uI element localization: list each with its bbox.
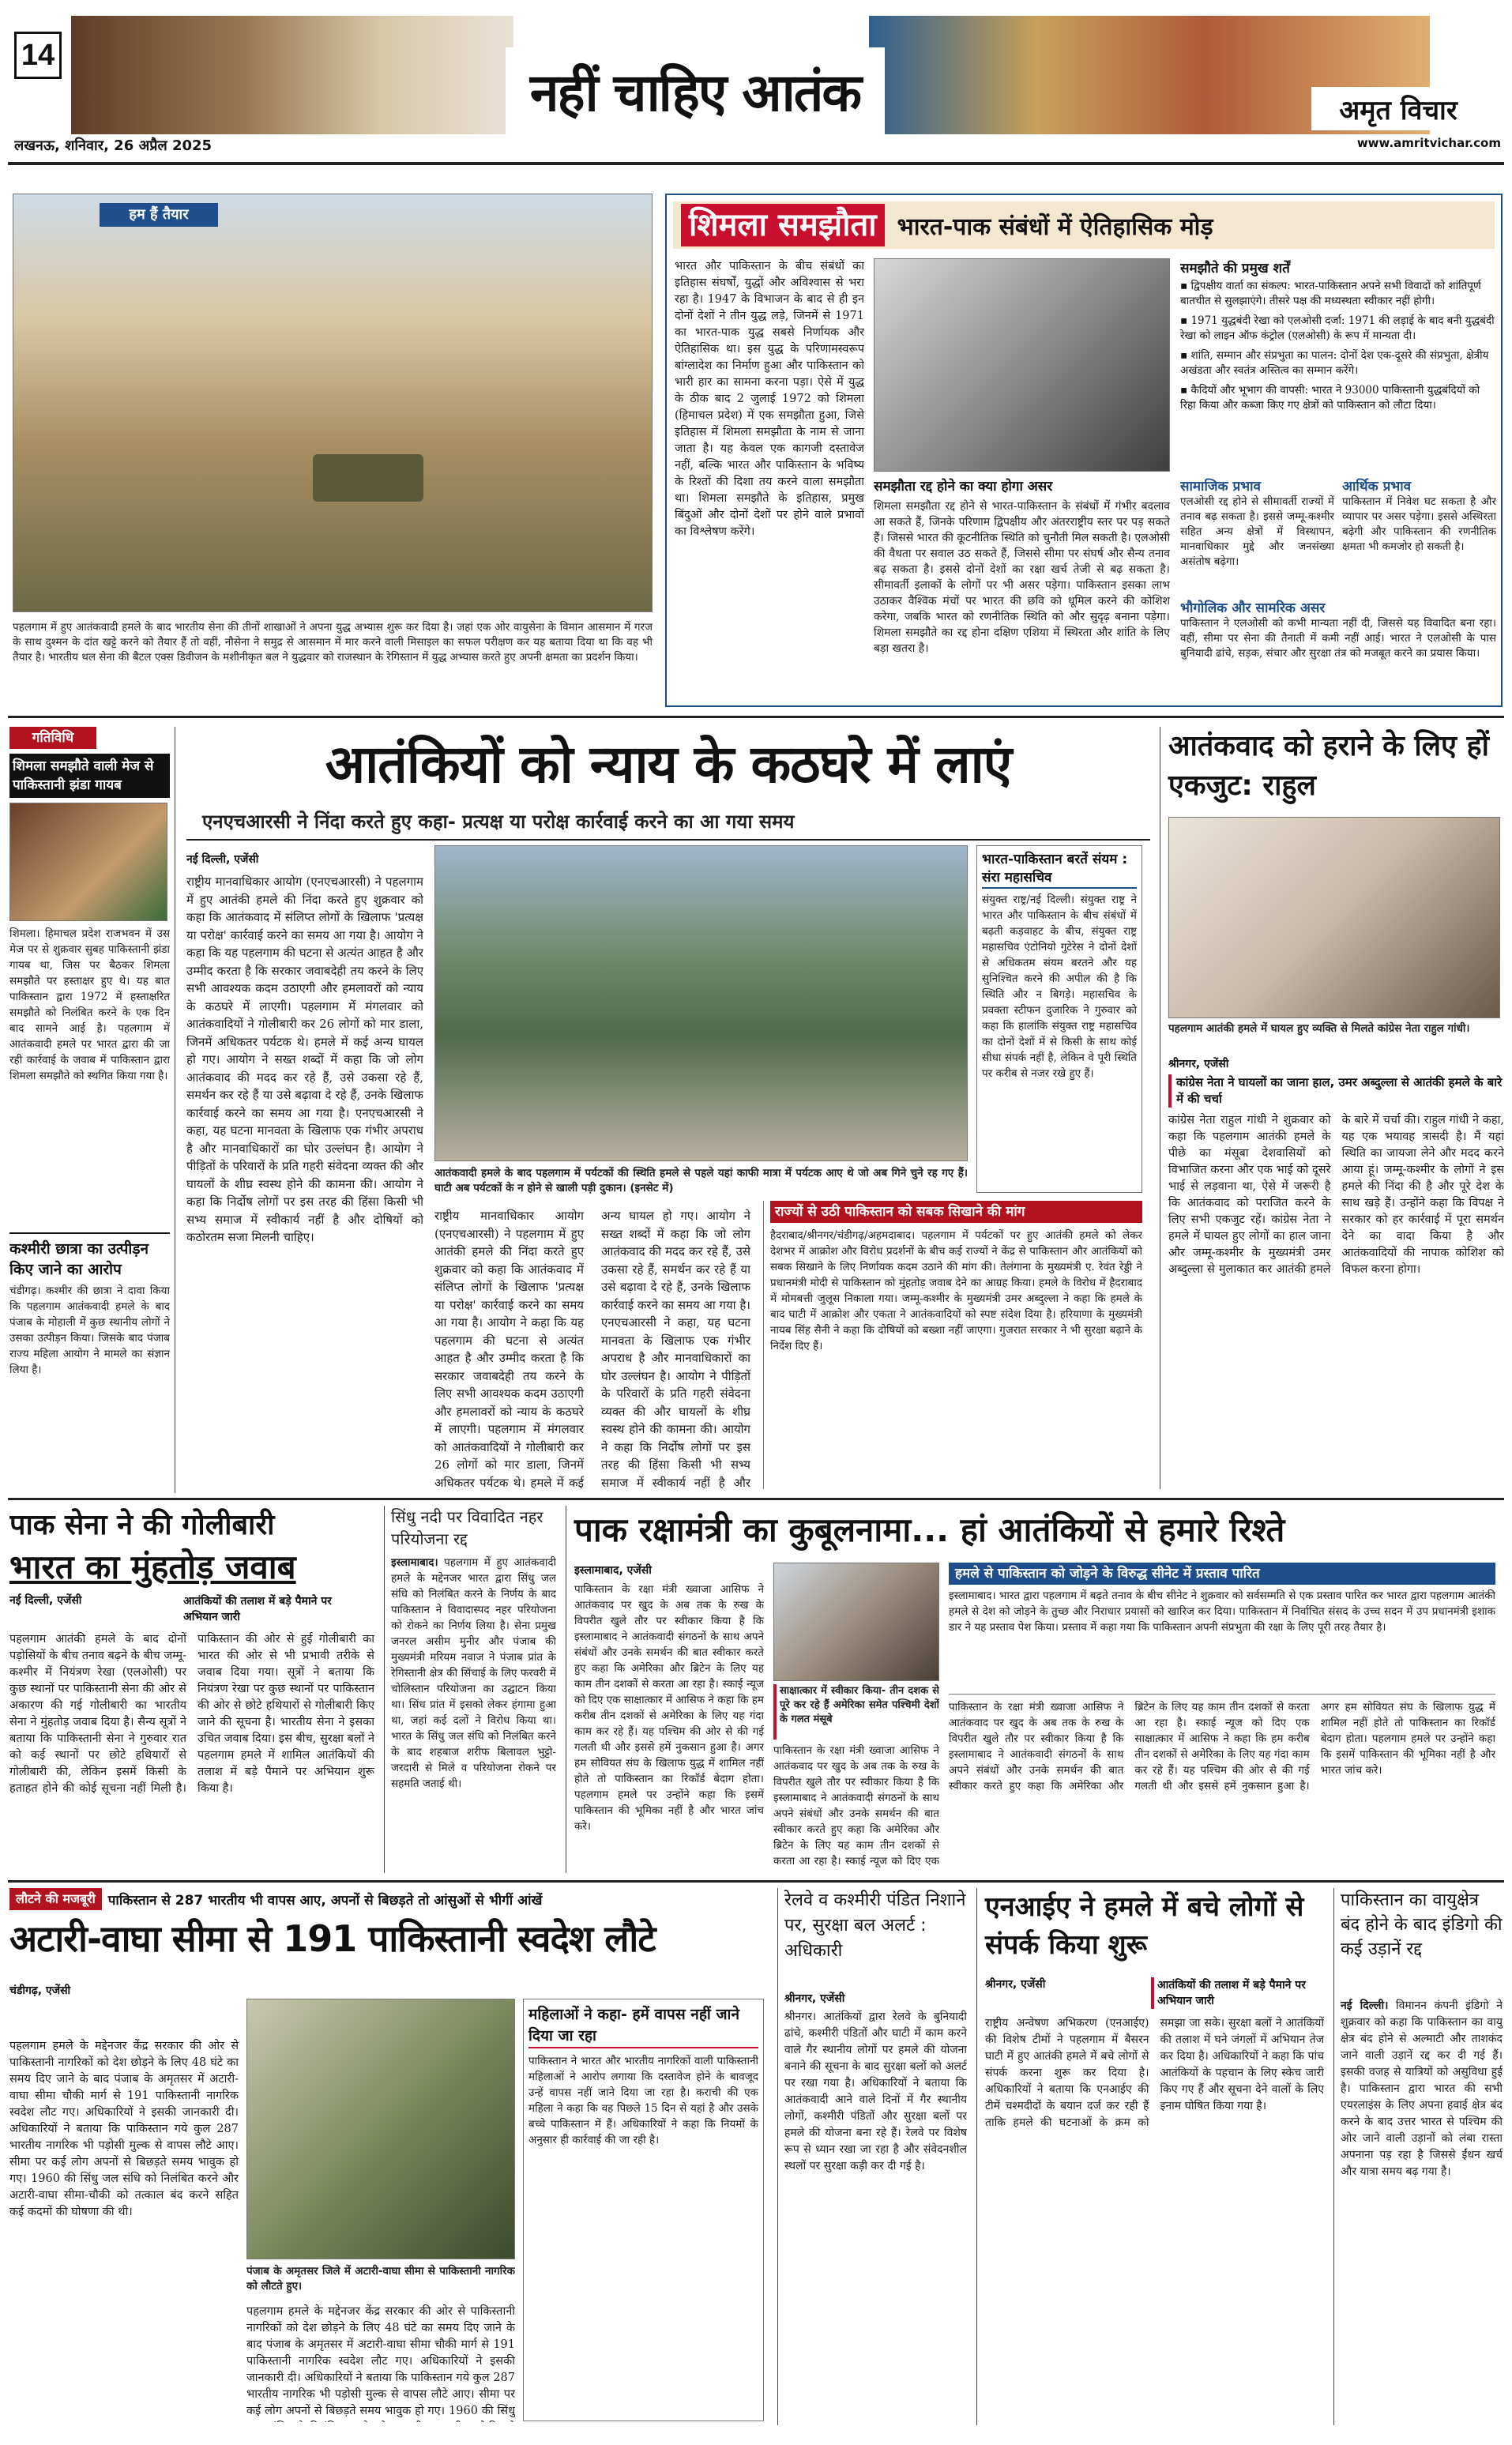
simla-box [665,194,1503,707]
firing-headline1: पाक सेना ने की गोलीबारी [9,1509,275,1541]
defence-story [566,1506,1503,1873]
simla-term: ▪ कैदियों और भूभाग की वापसी: भारत ने 93000 पाकिस्तानी युद्धबंदियों को रिहा किया और कब्जा किए गए क्षेत्रों को पाकिस्तान को लौटा दिया। [1180,384,1480,412]
defence-dateline: इस्लामाबाद, एजेंसी [574,1564,652,1577]
gatividhi-head2: कश्मीरी छात्रा का उत्पीड़न किए जाने का आरोप [9,1232,170,1280]
pandits-dateline: श्रीनगर, एजेंसी [784,1992,845,2005]
simla-terms-list [1180,279,1496,413]
lead-photo-caption: आतंकवादी हमले के बाद पहलगाम में पर्यटकों की स्थिति हमले से पहले यहां काफी मात्रा में पर्यटक आए थे जो अब गिने चुने रह गए हैं। घाटी अब पर्यटकों के न होने से खाली पड़ी दुकान। (इनसेट में) [434,1167,968,1194]
simla-term: ▪ शांति, सम्मान और संप्रभुता का पालन: दोनों देश एक-दूसरे की संप्रभुता, क्षेत्रीय अखंडता और स्वतंत्र अस्तित्व का सम्मान करेंगे। [1180,349,1489,377]
website-link[interactable]: www.amritvichar.com [1356,136,1501,150]
rahul-bullet: कांग्रेस नेता ने घायलों का जाना हाल, उमर अब्दुल्ला से आतंकी हमले के बारे में की चर्चा [1168,1074,1504,1108]
page-header [0,0,1512,166]
tank-icon [313,454,423,502]
attari-border-photo [246,1999,515,2259]
sindhu-dateline: इस्लामाबाद। [391,1556,438,1569]
gatividhi-column [9,727,175,1493]
attari-kicker: लौटने की मजबूरी [9,1888,102,1910]
header-photo-left [71,16,513,134]
firing-bullet: आतंकियों की तलाश में बड़े पैमाने पर अभियान जारी [183,1595,332,1623]
pandits-headline: रेलवे व कश्मीरी पंडित निशाने पर, सुरक्षा बल अलर्ट : अधिकारी [784,1890,966,1961]
army-caption: पहलगाम में हुए आतंकवादी हमले के बाद भारतीय सेना की तीनों शाखाओं ने अपना युद्ध अभ्यास शुरू कर दिया है। जहां एक ओर वायुसेना के विमान आसमान में गरज के साथ दुश्मन के दांत खट्टे करने को तैयार हैं तो वहीं, नौसेना ने समुद्र से आसमान में मार करने वाली मिसाइल का सफल परीक्षण कर यह बताया दिया था कि वह भी तैयार है। भारतीय थल सेना की बैटल एक्स डिवीजन के मशीनीकृत बल ने युद्धवार को राजस्थान के रेगिस्तान में युद्ध अभ्यास करते हुए अपनी क्षमता का प्रदर्शन किया। [13,621,653,664]
simla-repeal-text: शिमला समझौता रद्द होने से भारत-पाकिस्तान के संबंधों में गंभीर बदलाव आ सकते हैं, जिनके परिणाम द्विपक्षीय और अंतरराष्ट्रीय स्तर पर पड़ सकते हैं। जिससे भारत की कूटनीतिक स्थिति को चुनौती मिल सकती है। एलओसी की वैधता पर सवाल उठ सकते हैं, जिससे सीमा पर संघर्ष और सैन्य तनाव बढ़ सकता है। इससे दोनों देशों का रक्षा खर्च तेजी से बढ़ सकता है। सीमावर्ती इलाकों के लोगों पर भी असर पड़ेगा। पाकिस्तान इसका लाभ उठाकर वैश्विक मंचों पर भारत की छवि को धूमिल करने की कोशिश करेगा, जबकि भारत को रणनीतिक स्थिति को और सुदृढ़ बनाना पड़ेगा। शिमला समझौते का रद्द होना दक्षिण एशिया में स्थिरता और शांति के लिए बड़ा खतरा है। [874,500,1170,655]
un-text: संयुक्त राष्ट्र/नई दिल्ली। संयुक्त राष्ट्र ने भारत और पाकिस्तान के बीच संबंधों में बढ़ती कड़वाहट के बीच, संयुक्त राष्ट्र महासचिव एंटोनियो गुटेरेस ने दोनों देशों से अधिकतम संयम बरतने और यह सुनिश्चित करने की अपील की है कि स्थिति और न बिगड़े। महासचिव के प्रवक्ता स्टीफन दुजारिक ने गुरुवार को कहा कि हालांकि संयुक्त राष्ट्र महासचिव का दोनों देशों में से किसी के साथ कोई सीधा संपर्क नहीं है, लेकिन वे पूरी स्थिति पर करीब से नजर रखे हुए हैं। [982,893,1137,1080]
un-box [976,845,1142,1193]
header-divider [8,162,1504,165]
lesson-head: राज्यों से उठी पाकिस्तान को सबक सिखाने की मांग [770,1201,1142,1223]
section-divider [8,1498,1504,1500]
pandits-text: श्रीनगर। आतंकियों द्वारा रेलवे के बुनियादी ढांचे, कश्मीरी पंडितों और घाटी में काम करने वाले गैर स्थानीय लोगों पर हमले की योजना बनाने की सूचना के बाद सुरक्षा बलों को अलर्ट पर रखा गया है। अधिकारियों ने बताया कि आतंकवादी आने वाले दिनों में गैर स्थानीय लोगों, कश्मीरी पंडितों और सुरक्षा बलों पर हमले की योजना बना रहे हैं। रेलवे पर विशेष रूप से ध्यान रखा जा रहा है और संवेदनशील स्थलों पर सुरक्षा कड़ी कर दी गई है। [784,2011,967,2172]
gatividhi-kicker: गतिविधि [9,727,96,749]
lead-headline: आतंकियों को न्याय के कठघरे में लाएं [325,734,1012,795]
attari-kicker2: पाकिस्तान से 287 भारतीय भी वापस आए, अपनों से बिछड़ते तो आंसुओं से भीगीं आंखें [107,1892,543,1909]
army-section [13,194,653,707]
page-number: 14 [21,38,55,72]
attari-dateline: चंडीगढ़, एजेंसी [9,1984,71,1997]
senate-head: हमले से पाकिस्तान को जोड़ने के विरुद्ध सीनेट में प्रस्ताव पारित [949,1563,1495,1585]
simla-repeal-head: समझौता रद्द होने का क्या होगा असर [874,479,1053,495]
airspace-dateline: नई दिल्ली। [1341,1999,1389,2012]
rahul-headline: आतंकवाद को हराने के लिए हों एकजुट: राहुल [1168,730,1489,802]
rahul-text: कांग्रेस नेता राहुल गांधी ने शुक्रवार को कहा कि पहलगाम आतंकी हमले के पीछे का मंसूबा देशवासियों को विभाजित करना और एक भाई को दूसरे भाई से लड़वाना था, ऐसे में जरूरी है कि आतंकवाद को पराजित करने के लिए सभी एकजुट रहें। कांग्रेस नेता ने हमले में घायल हुए लोगों का हाल जाना और जम्मू-कश्मीर के मुख्यमंत्री उमर अब्दुल्ला से मुलाकात कर आतंकी हमले के बारे में चर्चा की। राहुल गांधी ने कहा, यह एक भयावह त्रासदी है। मैं यहां स्थिति का जायजा लेने और मदद करने आया हूं। जम्मू-कश्मीर के लोगों ने इस हमले की निंदा की है और पूरे देश के साथ खड़े हैं। उन्होंने कहा कि विपक्ष ने सरकार को हर कार्रवाई में पूरा समर्थन देने का वादा किया है और आतंकवादियों की नापाक कोशिश को विफल करना होगा। [1168,1114,1504,1276]
airspace-text: विमानन कंपनी इंडिगो ने शुक्रवार को कहा कि पाकिस्तान का वायु क्षेत्र बंद होने से अल्माटी और ताशकंद जाने वाली उड़ानें रद्द कर दी गई हैं। इसकी वजह से यात्रियों को असुविधा हुई है। पाकिस्तान द्वारा भारत की सभी एयरलाइंस के लिए अपना हवाई क्षेत्र बंद करने के बाद उत्तर भारत से पश्चिम की ओर जाने वाली उड़ानों को लंबा रास्ता अपनाना पड़ रहा है जिससे ईंधन खर्च और यात्रा समय बढ़ गया है। [1341,1999,1503,2178]
lesson-box [763,1201,1142,1489]
lesson-text: हैदराबाद/श्रीनगर/चंडीगढ़/अहमदाबाद। पहलगाम में पर्यटकों पर हुए आतंकी हमले को लेकर देशभर में आक्रोश और विरोध प्रदर्शनों के बीच कई राज्यों ने केंद्र से पाकिस्तान और आतंकियों को सबक सिखाने के लिए निर्णायक कदम उठाने की मांग की। तेलंगाना के मुख्यमंत्री ए. रेवंत रेड्डी ने प्रधानमंत्री मोदी से पाकिस्तान को मुंहतोड़ जवाब देने का आग्रह किया। हमले के विरोध में हैदराबाद में मोमबत्ती जुलूस निकाला गया। जम्मू-कश्मीर के मुख्यमंत्री उमर अब्दुल्ला ने कहा कि हमले के बाद घाटी में आक्रोश और एकता ने आतंकवादियों को स्पष्ट संदेश दिया है। हरियाणा के मुख्यमंत्री नायब सिंह सैनी ने कहा कि दोषियों को बख्शा नहीं जाएगा। गुजरात सरकार ने भी सुरक्षा बढ़ाने के निर्देश दिए हैं। [770,1229,1142,1352]
dateline-header: लखनऊ, शनिवार, 26 अप्रैल 2025 [14,137,213,154]
attari-kicker-row [9,1888,768,1910]
defence-headline: पाक रक्षामंत्री का कुबूलनामा... हां आतंकियों से हमारे रिश्ते [574,1510,1285,1549]
pandits-story [777,1888,967,2425]
firing-headline2: भारत का मुंहतोड़ जवाब [9,1548,296,1586]
simla-geo: भौगोलिक और सामरिक असर पाकिस्तान ने एलओसी को कभी मान्यता नहीं दी, जिससे यह विवादित बना रहा। वहीं, सीमा पर सेना की तैनाती में कमी नहीं आई। भारत ने एलओसी के पास बुनियादी ढांचे, सड़क, संचार और सुरक्षा तंत्र को मजबूत करने का प्रयास किया। [1180,600,1496,660]
rahul-hospital-photo [1168,817,1500,1018]
un-kicker: भारत-पाकिस्तान बरतें संयम : संरा महासचिव [982,851,1137,889]
sindhu-story [384,1506,556,1873]
nia-story [976,1888,1324,2425]
gatividhi-head: शिमला समझौते वाली मेज से पाकिस्तानी झंडा गायब [9,754,170,798]
women-text: पाकिस्तान ने भारत और भारतीय नागरिकों वाली पाकिस्तानी महिलाओं ने आरोप लगाया कि दस्तावेज होने के बावजूद उन्हें वापस नहीं जाने दिया जा रहा है। कराची की एक महिला ने कहा कि वह पिछले 15 दिन से यहां है और उसके बच्चे पाकिस्तान में हैं। अधिकारियों ने कहा कि नियमों के अनुसार ही कार्रवाई की जा रही है। [528,2055,758,2146]
khawaja-asif-photo [773,1563,939,1681]
women-head: महिलाओं ने कहा- हमें वापस नहीं जाने दिया जा रहा [528,2004,758,2048]
senate-box [949,1563,1495,1867]
attari-text: पहलगाम हमले के मद्देनजर केंद्र सरकार की ओर से पाकिस्तानी नागरिकों को देश छोड़ने के लिए 48 घंटे का समय दिए जाने के बाद पंजाब के अमृतसर में अटारी-वाघा सीमा चौकी मार्ग से 191 पाकिस्तानी नागरिक स्वदेश लौट गए। अधिकारियों ने इसकी जानकारी दी। अधिकारियों ने बताया कि पाकिस्तान गये कुल 287 भारतीय नागरिक भी पड़ोसी मुल्क से वापस लौटे आए। सीमा पर कई लोग अपनों से बिछड़ते समय भावुक हो गए। 1960 की सिंधु जल संधि को निलंबित करने और अटारी-वाघा सीमा-चौकी को तत्काल बंद करने सहित कई कदमों की घोषणा की थी। [9,2040,239,2218]
gatividhi-text2: चंडीगढ़। कश्मीर की छात्रा ने दावा किया कि पहलगाम आतंकवादी हमले के बाद पंजाब के मोहाली में कुछ स्थानीय लोगों ने उसका उत्पीड़न किया। जिसके बाद पंजाब राज्य महिला आयोग ने मामले का संज्ञान लिया है। [9,1285,170,1376]
attari-text-col2: पहलगाम हमले के मद्देनजर केंद्र सरकार की ओर से पाकिस्तानी नागरिकों को देश छोड़ने के लिए 48 घंटे का समय दिए जाने के बाद पंजाब के अमृतसर में अटारी-वाघा सीमा चौकी मार्ग से 191 पाकिस्तानी नागरिक स्वदेश लौट गए। अधिकारियों ने इसकी जानकारी दी। अधिकारियों ने बताया कि पाकिस्तान गये कुल 287 भारतीय नागरिक भी पड़ोसी मुल्क से वापस लौटे आए। सीमा पर कई लोग अपनों से बिछड़ते समय भावुक हो गए। 1960 की सिंधु [246,2305,515,2417]
rahul-dateline: श्रीनगर, एजेंसी [1168,1058,1229,1070]
simla-social: सामाजिक प्रभाव एलओसी रद्द होने से सीमावर्ती राज्यों में तनाव बढ़ सकता है। इससे जम्मू-कश्मीर सहित अन्य क्षेत्रों में विस्थापन, मानवाधिकार मुद्दे और जनसंख्या असंतोष बढ़ेगा। [1180,479,1334,568]
firing-story [9,1506,374,1873]
airspace-headline: पाकिस्तान का वायुक्षेत्र बंद होने के बाद इंडिगो की कई उड़ानें रद्द [1341,1890,1503,1959]
army-drill-photo [13,194,653,612]
defence-text-col2: पाकिस्तान के रक्षा मंत्री ख्वाजा आसिफ ने आतंकवाद पर खुद के अब तक के रुख के विपरीत खुले तौर पर स्वीकार किया है कि इस्लामाबाद ने आतंकवादी संगठनों के साथ अपने संबंधों और उनके समर्थन की बात स्वीकार करते हुए कहा कि अमेरिका और ब्रिटेन के लिए यह काम तीन दशकों से करता आ रहा है। स्काई न्यूज को दिए एक [773,1744,939,1868]
rahul-story [1160,727,1504,1489]
lead-story [186,727,1150,1489]
gatividhi-text: शिमला। हिमाचल प्रदेश राजभवन में उस मेज पर से शुक्रवार सुबह पाकिस्तानी झंडा गायब था, जिस पर बैठकर शिमला समझौते पर हस्ताक्षर हुए थे। यह बात पाकिस्तान द्वारा 1972 में हस्ताक्षरित समझौते को निलंबित करने के एक दिन बाद सामने आई है। पहलगाम में आतंकवादी हमले पर भारत द्वारा की जा रही कार्रवाई के जवाब में पाकिस्तान द्वारा शिमला समझौते को स्थगित किया गया है। [9,927,170,1082]
lead-text-col2: राष्ट्रीय मानवाधिकार आयोग (एनएचआरसी) ने पहलगाम में हुए आतंकी हमले की निंदा करते हुए शुक्रवार को कहा कि आतंकवाद में संलिप्त लोगों के खिलाफ 'प्रत्यक्ष या परोक्ष' कार्रवाई करने का समय आ गया है। आयोग ने कहा कि यह पहलगाम की घटना से अत्यंत आहत है और उम्मीद करता है कि सरकार जवाबदेही तय करने के लिए सभी आवश्यक कदम उठाएगी और हमलावरों को न्याय के कठघरे में लाएगी। पहलगाम में मंगलवार को आतंकवादियों ने गोलीबारी कर 26 लोगों को मार डाला, जिनमें अधिकतर पर्यटक थे। हमले में कई अन्य घायल हो गए। आयोग ने सख्त शब्दों में कहा कि जो लोग आतंकवाद की मदद कर रहे हैं, उसे उकसा रहे हैं, समर्थन कर रहे हैं या उसे बढ़ावा दे रहे हैं, उनके खिलाफ कार्रवाई करने का समय आ गया है। एनएचआरसी ने कहा, यह घटना मानवता के खिलाफ एक गंभीर अपराध है और मानवाधिकारों का घोर उल्लंघन है। आयोग ने पीड़ितों के परिवारों के प्रति गहरी संवेदना व्यक्त की और घायलों के शीघ्र स्वस्थ होने की कामना की। आयोग ने कहा कि निर्दोष लोगों पर इस तरह की हिंसा किसी भी सभ्य समाज में स्वीकार्य नहीं है और [434,1209,750,1489]
simla-title-red: शिमला समझौता [681,204,885,246]
attari-headline: अटारी-वाघा सीमा से 191 पाकिस्तानी स्वदेश लौटे [9,1917,656,1960]
women-box [523,1999,764,2421]
section-divider [8,716,1504,718]
simla-term: ▪ द्विपक्षीय वार्ता का संकल्प: भारत-पाकिस्तान अपने सभी विवादों को शांतिपूर्ण बातचीत से सुलझाएंगे। तीसरे पक्ष की मध्यस्थता स्वीकार नहीं होगी। [1180,280,1481,307]
nia-bullet: आतंकियों की तलाश में बड़े पैमाने पर अभियान जारी [1151,1977,1321,2009]
simla-intro: भारत और पाकिस्तान के बीच संबंधों का इतिहास संघर्षों, युद्धों और अविश्वास से भरा रहा है। 1947 के विभाजन के बाद से ही इन दोनों देशों ने तीन युद्ध लड़े, जिनमें से 1971 का भारत-पाक युद्ध सबसे निर्णायक और ऐतिहासिक था। इस युद्ध के परिणामस्वरूप बांग्लादेश का निर्माण हुआ और पाकिस्तान को भारी हार का सामना करना पड़ा। ऐसे में युद्ध के ठीक बाद 2 जुलाई 1972 को शिमला (हिमाचल प्रदेश) में एक समझौता हुआ, जिसे इतिहास में शिमला समझौता के नाम से जाना जाता है। यह केवल एक कागजी दस्तावेज नहीं, बल्कि भारत और पाकिस्तान के भविष्य के रिश्तों की दिशा तय करने वाला समझौता था। शिमला समझौते के इतिहास, प्रमुख बिंदुओं और दोनों देशों पर होने वाले प्रभावों का विश्लेषण करेंगे। [675,260,864,538]
flag-table-photo [9,803,167,921]
simla-title: भारत-पाक संबंधों में ऐतिहासिक मोड़ [897,213,1213,241]
simla-terms [1180,258,1496,472]
firing-dateline: नई दिल्ली, एजेंसी [9,1594,82,1607]
airspace-story [1333,1888,1503,2425]
page-title: नहीं चाहिए आतंक [506,47,885,134]
defence-text: पाकिस्तान के रक्षा मंत्री ख्वाजा आसिफ ने आतंकवाद पर खुद के अब तक के रुख के विपरीत खुले तौर पर स्वीकार किया है कि इस्लामाबाद ने आतंकवादी संगठनों के साथ अपने संबंधों और उनके समर्थन की बात स्वीकार करते हुए कहा कि अमेरिका और ब्रिटेन के लिए यह काम तीन दशकों से करता आ रहा है। स्काई न्यूज को दिए एक साक्षात्कार में आसिफ ने कहा कि हम करीब तीन दशकों से अमेरिका के लिए यह गंदा काम कर रहे हैं। यह पश्चिम की ओर से की गई गलती थी और इससे हमें नुकसान हुआ है। अगर हम सोवियत संघ के खिलाफ युद्ध में शामिल नहीं होते तो पाकिस्तान का रिकॉर्ड बेदाग होता। पहलगाम हमले पर उन्होंने कहा कि इसमें पाकिस्तान की भूमिका नहीं है और भारत जांच करे। [574,1583,764,1833]
firing-text: पहलगाम आतंकी हमले के बाद दोनों पड़ोसियों के बीच तनाव बढ़ने के बीच जम्मू-कश्मीर में नियंत्रण रेखा (एलओसी) पर कुछ स्थानों पर पाकिस्तानी सेना की ओर से अकारण की गई गोलीबारी का भारतीय सेना ने मुंहतोड़ जवाब दिया है। सैन्य सूत्रों ने बताया कि पाकिस्तानी सेना ने गुरुवार रात को कई स्थानों पर छोटे हथियारों से गोलीबारी की, लेकिन इसमें किसी के हताहत होने की कोई सूचना नहीं मिली है। पाकिस्तान की ओर से हुई गोलीबारी का भारत की ओर से भी प्रभावी तरीके से जवाब दिया गया। सूत्रों ने बताया कि नियंत्रण रेखा पर कुछ स्थानों पर पाकिस्तान की ओर से छोटे हथियारों से गोलीबारी किए जाने की सूचना है। भारतीय सेना ने इसका उचित जवाब दिया। इस बीच, सुरक्षा बलों ने पहलगाम हमले में शामिल आतंकियों की तलाश में बड़े पैमाने पर अभियान शुरू किया है। [9,1633,374,1795]
lead-dateline: नई दिल्ली, एजेंसी [186,853,259,866]
simla-economic: आर्थिक प्रभाव पाकिस्तान में निवेश घट सकता है और व्यापार पर असर पड़ेगा। इससे अस्थिरता बढ़ेगी और पाकिस्तान की रणनीतिक क्षमता भी कमजोर हो सकती है। [1342,479,1496,553]
simla-title-bar [673,201,1495,249]
defence-photo-caption: साक्षात्कार में स्वीकार किया- तीन दशक से पूरे कर रहे हैं अमेरिका समेत पश्चिमी देशों के गलत मंसूबे [773,1684,939,1740]
attari-story [9,1888,768,2425]
senate-text: इस्लामाबाद। भारत द्वारा पहलगाम में बढ़ते तनाव के बीच सीनेट ने शुक्रवार को सर्वसम्मति से एक प्रस्ताव पारित कर भारत द्वारा पहलगाम आतंकी हमले से देश को जोड़ने के तुच्छ और निराधार प्रयासों को खारिज कर दिया। पाकिस्तान में निर्वाचित संसद के उच्च सदन में उप प्रधानमंत्री इशाक डार ने यह प्रस्ताव पेश किया। प्रस्ताव में कहा गया कि पाकिस्तान अपनी संप्रभुता की रक्षा के लिए पूरी तरह तैयार है। [949,1588,1495,1695]
simla-terms-head: समझौते की प्रमुख शर्तें [1180,261,1290,276]
masthead-box [1311,87,1485,130]
lead-subhead: एनएचआरसी ने निंदा करते हुए कहा- प्रत्यक्ष या परोक्ष कार्रवाई करने का आ गया समय [186,806,1150,841]
masthead: अमृत विचार [1339,94,1457,126]
section-divider [8,1880,1504,1883]
sindhu-headline: सिंधु नदी पर विवादित नहर परियोजना रद्द [391,1507,543,1548]
simla-signing-photo [874,258,1170,472]
nia-text: राष्ट्रीय अन्वेषण अभिकरण (एनआईए) की विशेष टीमों ने पहलगाम में बैसरन घाटी में हुए आतंकी हमले में बचे लोगों से संपर्क करना शुरू कर दिया है। अधिकारियों ने बताया कि एनआईए की टीमें चश्मदीदों के बयान दर्ज कर रही हैं ताकि हमले की घटनाओं के क्रम को समझा जा सके। सुरक्षा बलों ने आतंकियों की तलाश में घने जंगलों में अभियान तेज कर दिया है। अधिकारियों ने कहा कि पांच आतंकियों के पहचान के लिए स्केच जारी किए गए हैं और सूचना देने वालों के लिए इनाम घोषित किया गया है। [985,2017,1324,2129]
nia-dateline: श्रीनगर, एजेंसी [985,1978,1046,1991]
rahul-photo-caption: पहलगाम आतंकी हमले में घायल हुए व्यक्ति से मिलते कांग्रेस नेता राहुल गांधी। [1168,1022,1470,1035]
sindhu-text: पहलगाम में हुए आतंकवादी हमले के मद्देनजर भारत द्वारा सिंधु जल संधि को निलंबित करने के निर्णय के बाद पाकिस्तान ने विवादास्पद नहर परियोजना को रोकने का निर्णय लिया है। सेना प्रमुख जनरल असीम मुनीर और पंजाब की मुख्यमंत्री मरियम नवाज ने पंजाब प्रांत के रेगिस्तानी क्षेत्र की सिंचाई के लिए फरवरी में चोलिस्तान परियोजना का उद्घाटन किया था। सिंध प्रांत में इसको लेकर हंगामा हुआ था, जहां कई दलों ने विरोध किया था। भारत के सिंधु जल संधि को निलंबित करने के बाद शहबाज शरीफ बिलावल भुट्टो-जरदारी से मिले व परियोजना रोकने पर सहमति जताई थी। [391,1556,556,1790]
lead-text-col1: राष्ट्रीय मानवाधिकार आयोग (एनएचआरसी) ने पहलगाम में हुए आतंकी हमले की निंदा करते हुए शुक्रवार को कहा कि आतंकवाद में संलिप्त लोगों के खिलाफ 'प्रत्यक्ष या परोक्ष' कार्रवाई करने का समय आ गया है। आयोग ने कहा कि यह पहलगाम की घटना से अत्यंत आहत है और उम्मीद करता है कि सरकार जवाबदेही तय करने के लिए सभी आवश्यक कदम उठाएगी और हमलावरों को न्याय के कठघरे में लाएगी। पहलगाम में मंगलवार को आतंकवादियों ने गोलीबारी कर 26 लोगों को मार डाला, जिनमें अधिकतर पर्यटक थे। हमले में कई अन्य घायल हो गए। आयोग ने सख्त शब्दों में कहा कि जो लोग आतंकवाद की मदद कर रहे हैं, उसे उकसा रहे हैं, समर्थन कर रहे हैं या उसे बढ़ावा दे रहे हैं, उनके खिलाफ कार्रवाई करने का समय आ गया है। एनएचआरसी ने कहा, यह घटना मानवता के खिलाफ एक गंभीर अपराध है और मानवाधिकारों का घोर उल्लंघन है। आयोग ने पीड़ितों के परिवारों के प्रति गहरी संवेदना व्यक्त की और घायलों के शीघ्र स्वस्थ होने की कामना की। आयोग ने कहा कि निर्दोष लोगों पर इस तरह की हिंसा किसी भी सभ्य समाज में स्वीकार्य नहीं है और दोषियों को कठोरतम सजा मिलनी चाहिए। [186,875,423,1244]
attari-photo-caption: पंजाब के अमृतसर जिले में अटारी-वाघा सीमा से पाकिस्तानी नागरिक को लौटते हुए। [246,2265,515,2293]
nia-headline: एनआईए ने हमले में बचे लोगों से संपर्क किया शुरू [985,1891,1304,1961]
simla-term: ▪ 1971 युद्धबंदी रेखा को एलओसी दर्जा: 1971 की लड़ाई के बाद बनी युद्धबंदी रेखा को लाइन ऑफ कंट्रोल (एलओसी) के रूप में मान्यता दी। [1180,314,1495,342]
pahalgam-valley-photo [434,845,968,1161]
defence-text-col3: पाकिस्तान के रक्षा मंत्री ख्वाजा आसिफ ने आतंकवाद पर खुद के अब तक के रुख के विपरीत खुले तौर पर स्वीकार किया है कि इस्लामाबाद ने आतंकवादी संगठनों के साथ अपने संबंधों और उनके समर्थन की बात स्वीकार करते हुए कहा कि अमेरिका और ब्रिटेन के लिए यह काम तीन दशकों से करता आ रहा है। स्काई न्यूज को दिए एक साक्षात्कार में आसिफ ने कहा कि हम करीब तीन दशकों से अमेरिका के लिए यह गंदा काम कर रहे हैं। यह पश्चिम की ओर से की गई गलती थी और इससे हमें नुकसान हुआ है। अगर हम सोवियत संघ के खिलाफ युद्ध में शामिल नहीं होते तो पाकिस्तान का रिकॉर्ड बेदाग होता। पहलगाम हमले पर उन्होंने कहा कि इसमें पाकिस्तान की भूमिका नहीं है और भारत जांच करे। [949,1701,1495,1792]
page-number-box [14,32,62,79]
army-kicker: हम हैं तैयार [100,203,218,227]
